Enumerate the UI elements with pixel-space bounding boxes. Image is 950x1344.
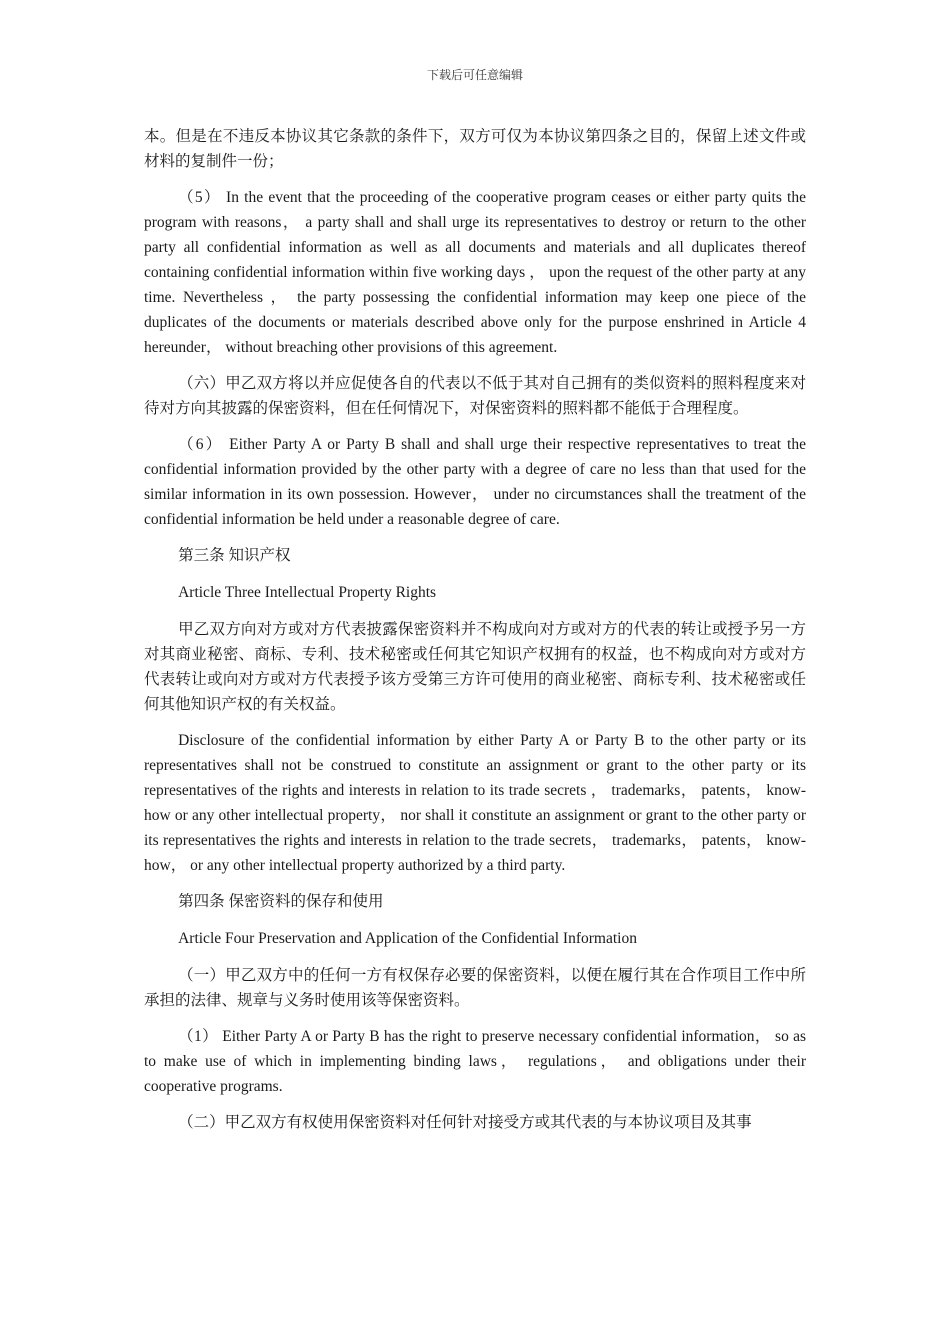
paragraph-continuation: 本。但是在不违反本协议其它条款的条件下，双方可仅为本协议第四条之目的，保留上述文件或材料的复制件一份； bbox=[144, 128, 806, 170]
paragraph-en-1: （1） Either Party A or Party B has the right to preserve necessary confidential information， so as to make use of which in implementing binding laws， regulations， and obligations under their cooperative programs. bbox=[144, 1028, 806, 1095]
page-header: 下载后可任意编辑 bbox=[426, 68, 523, 82]
article-three-heading-en: Article Three Intellectual Property Rights bbox=[178, 584, 437, 601]
paragraph-ip-en: Disclosure of the confidential information by either Party A or Party B to the other party or its representatives shall not be construed to constitute an assignment or grant to the other party or its representatives of the rights and interests in relation to its trade secrets ， trademarks， patents， know-how or any other intellectual property， nor shall it constitute an assignment or grant to the other party or its representatives the rights and interests in relation to the trade secrets， trademarks， patents， know-how， or any other intellectual property authorized by a third party. bbox=[144, 732, 806, 874]
paragraph-en-6: （6） Either Party A or Party B shall and shall urge their respective representatives to treat the confidential information provided by the other party with a degree of care no less than that used for the similar information in its own possession. However， under no circumstances shall the treatment of the confidential information be held under a reasonable degree of care. bbox=[144, 436, 806, 528]
paragraph-zh-1: （一）甲乙双方中的任何一方有权保存必要的保密资料，以便在履行其在合作项目工作中所承担的法律、规章与义务时使用该等保密资料。 bbox=[144, 967, 806, 1009]
paragraph-zh-2: （二）甲乙双方有权使用保密资料对任何针对接受方或其代表的与本协议项目及其事 bbox=[178, 1114, 752, 1131]
paragraph-zh-6: （六）甲乙双方将以并应促使各自的代表以不低于其对自己拥有的类似资料的照料程度来对待对方向其披露的保密资料，但在任何情况下，对保密资料的照料都不能低于合理程度。 bbox=[144, 375, 806, 417]
paragraph-ip-zh: 甲乙双方向对方或对方代表披露保密资料并不构成向对方或对方的代表的转让或授予另一方对其商业秘密、商标、专利、技术秘密或任何其它知识产权拥有的权益，也不构成向对方或对方代表转让或向对方或对方代表授予该方受第三方许可使用的商业秘密、商标专利、技术秘密或任何其他知识产权的有关权益。 bbox=[144, 621, 806, 713]
article-four-heading-en: Article Four Preservation and Application of the Confidential Information bbox=[178, 930, 637, 947]
article-three-heading-zh: 第三条 知识产权 bbox=[178, 547, 291, 564]
article-four-heading-zh: 第四条 保密资料的保存和使用 bbox=[178, 893, 384, 910]
paragraph-en-5: （5） In the event that the proceeding of the cooperative program ceases or either party quits the program with reasons， a party shall and shall urge its representatives to destroy or return to the other party all confidential information as well as all documents and materials and all duplicates thereof containing confidential information within five working days ， upon the request of the other party at any time. Nevertheless ， the party possessing the confidential information may keep one piece of the duplicates of the documents or materials described above only for the purpose enshrined in Article 4 hereunder， without breaching other provisions of this agreement. bbox=[144, 189, 806, 356]
document-body bbox=[144, 124, 806, 1135]
